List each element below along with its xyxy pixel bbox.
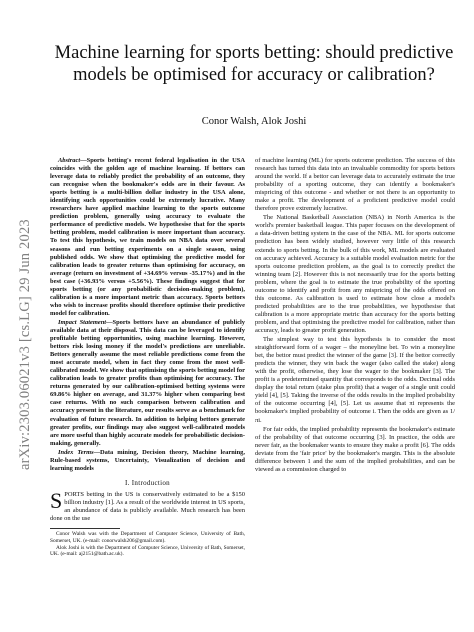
impact-lead: Impact Statement	[58, 318, 107, 326]
impact-statement	[50, 319, 245, 448]
abstract	[50, 157, 245, 318]
paper-title: Machine learning for sports betting: should predictive models be optimised for accuracy or calibration?	[54, 43, 454, 85]
arxiv-id: arXiv:2303.06021v3 [cs.LG] 29 Jun 2023	[17, 219, 33, 470]
footnote-rule	[50, 528, 120, 529]
paper-authors: Conor Walsh, Alok Joshi	[201, 116, 307, 127]
footnote-author-2: Alok Joshi is with the Department of Computer Science, University of Bath, Somerset, UK. (e-mail: aj2151@bath.ac.uk).	[50, 544, 245, 558]
body-paragraph-2: The National Basketball Association (NBA) in North America is the world's premier basketball league. This paper focuses on the development of a data-driven betting system in the case of the NBA. ML for sports outcome prediction has been widely studied, however very little of this research extends to sports betting. In the bulk of this work, ML models are evaluated on accuracy achieved. Accuracy is a suitable model evaluation metric for the sports outcome prediction problem, as the goal is to correctly predict the winning team [2]. However this is not necessarily true for the sports betting problem, where the goal is to estimate the true probability of the sporting outcome to identify and profit from any mispricing of the odds offered on this outcome. As calibration is used to estimate how close a model's predicted probabilities are to the true probabilities, we hypothesise that calibration is a more appropriate metric than accuracy for the sports betting problem, and that optimising the predictive model for calibration, rather than accuracy, leads to greater profit generation.	[255, 214, 455, 334]
index-terms	[50, 449, 245, 473]
intro-text: betting in the US is conservatively estimated to be a $150 billion industry [1]. As a result of the worldwide interest in US sports, an abundance of data is publicly available. Much research has been done on the use	[50, 490, 245, 523]
body-paragraph-4: For fair odds, the implied probability represents the bookmaker's estimate of the probability of that outcome occurring [3]. In practice, the odds are never fair, as the bookmaker wants to ensure they make a profit [6]. The odds deviate from the 'fair price' by the bookmaker's margin. This is the absolute difference between 1 and the sum of the implied probabilities, and can be viewed as a commission charged to	[255, 425, 455, 473]
intro-smallcaps: PORTS	[64, 490, 84, 498]
body-paragraph-3: The simplest way to test this hypothesis is to consider the most straightforward form of a wager – the moneyline bet. To win a moneyline bet, the bettor must predict the winner of the game [3]. If the bettor correctly predicts the winner, they win back the wager (also called the stake) along with the profit, otherwise, they lose the wager to the bookmaker [3]. The profit is a predetermined quantity that corresponds to the odds. Decimal odds display the total return (stake plus profit) that a wager of a single unit could yield [4], [5]. Taking the inverse of the odds results in the implied probability of the outcome occurring [4], [5]. Let us assume that πi represents the bookmaker's implied probability of outcome i. Then the odds are given as 1/πi.	[255, 336, 455, 424]
intro-paragraph	[50, 487, 245, 523]
abstract-text: —Sports betting's recent federal legalisation in the USA coincides with the golden age of machine learning. If bettors can leverage data to reliably predict the probability of an outcome, they can recognise when the bookmaker's odds are in their favour. As sports betting is a multi-billion dollar industry in the USA alone, identifying such opportunities could be extremely lucrative. Many researchers have applied machine learning to the sports outcome prediction problem, generally using accuracy to evaluate the performance of predictive models. We hypothesise that for the sports betting problem, model calibration is more important than accuracy. To test this hypothesis, we train models on NBA data over several seasons and run betting experiments on a single season, using published odds. We show that optimising the predictive model for calibration leads to greater returns than optimising for accuracy, on average (return on investment of +34.69% versus -35.17%) and in the best case (+36.93% versus +5.56%). These findings suggest that for sports betting (or any probabilistic decision-making problem), calibration is a more important metric than accuracy. Sports bettors who wish to increase profits should therefore optimise their predictive model for calibration.	[50, 157, 245, 317]
abstract-lead: Abstract	[58, 157, 81, 164]
index-terms-lead: Index Terms	[58, 448, 94, 456]
impact-text: —Sports bettors have an abundance of publicly available data at their disposal. This data can be leveraged to identify profitable betting opportunities, using machine learning. However, bettors risk losing money if the model's predictions are unreliable. Bettors generally assume the most reliable predictions come from the most accurate model, when in fact they come from the most well-calibrated model. We show that optimising the sports betting model for calibration leads to greater profits than optimising for accuracy. The returns generated by our calibration-optimised betting systems were 69.86% higher on average, and 31.37% higher when comparing best case returns. With no such comparison between calibration and accuracy present in the literature, our results serve as a benchmark for evaluation of future research. In addition to helping bettors generate greater profits, our findings may also suggest well-calibrated models are more useful than highly accurate models for probabilistic decision-making, generally.	[50, 318, 246, 447]
arxiv-watermark	[14, 150, 34, 470]
right-column	[255, 157, 455, 474]
footnote-author-1: Conor Walsh was with the Department of Computer Science, University of Bath, Somerset, UK. (e-mail: conorwalsh206@gmail.com).	[50, 531, 245, 544]
left-column	[50, 157, 245, 558]
index-terms-text: —Data mining, Decision theory, Machine learning, Rule-based systems, Uncertainty, Visualization of decision and learning models	[50, 448, 245, 472]
body-paragraph-1: of machine learning (ML) for sports outcome prediction. The success of this research has turned this data into an invaluable commodity for sports bettors around the world. If a bettor can leverage data to accurately estimate the true probability of a sporting outcome, they can identify a bookmaker's mispricing of this outcome - and whether or not there is an opportunity to make a profit. The development of a proficient predictive model could therefore prove extremely lucrative.	[255, 157, 455, 213]
section-heading-introduction: I. Introduction	[125, 478, 170, 487]
intro-dropcap: S	[50, 487, 63, 513]
